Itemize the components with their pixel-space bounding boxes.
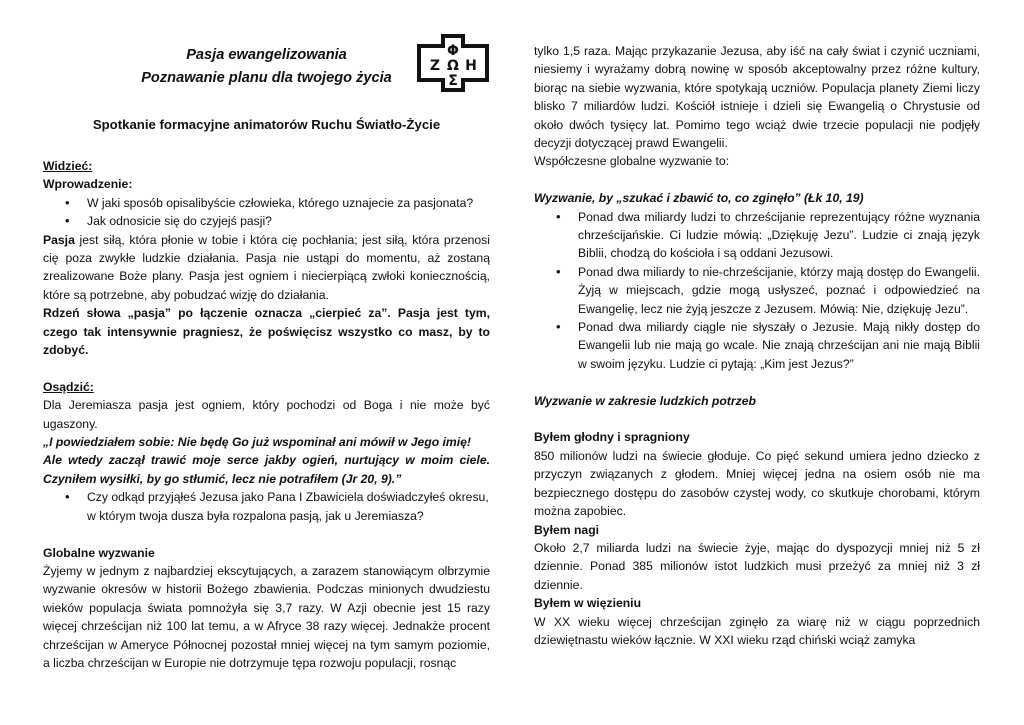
- prison-heading: Byłem w więzieniu: [534, 596, 642, 611]
- hungry-heading: Byłem głodny i spragniony: [534, 430, 690, 445]
- subtitle: Spotkanie formacyjne animatorów Ruchu Światło-Życie: [92, 117, 441, 132]
- widziec-heading: Widzieć:: [43, 159, 93, 173]
- list-item: • Czy odkąd przyjąłeś Jezusa jako Pana I Zbawiciela doświadczyłeś okresu, w którym twoja dusza była rozpalona pasją, jak u Jeremiasza?: [43, 488, 490, 525]
- quote-line-2: Ale wtedy zaczął trawić moje serce jakby ogień, nurtujący w moim ciele. Czyniłem wysiłki, by go stłumić, lecz nie potrafiłem (Jr 20, 9).”: [43, 453, 490, 486]
- page-title-line1: Pasja ewangelizowania: [186, 47, 347, 63]
- list-item: • W jaki sposób opisalibyście człowieka, którego uznajecie za pasjonata?: [43, 194, 490, 212]
- right-column: [534, 42, 980, 649]
- pasja-bold-paragraph: Rdzeń słowa „pasja” po łączenie oznacza „cierpieć za”. Pasja jest tym, czego tak intensywnie pragniesz, że poświęcisz wszystko co masz, by to zdobyć.: [43, 306, 490, 358]
- quote-line-1: „I powiedziałem sobie: Nie będę Go już wspominał ani mówił w Jego imię!: [43, 435, 471, 450]
- svg-text:Ω: Ω: [447, 58, 459, 74]
- naked-heading: Byłem nagi: [534, 522, 600, 537]
- needs-heading: Wyzwanie w zakresie ludzkich potrzeb: [534, 393, 756, 408]
- pasja-paragraph: [43, 231, 490, 305]
- phos-zoe-logo-icon: [413, 30, 493, 96]
- hungry-paragraph: 850 milionów ludzi na świecie głoduje. Co pięć sekund umiera jedno dziecko z przyczyn związanych z głodem. Mniej więcej jedna na osiem osób nie ma bezpiecznego dostępu do zasobów czystej wody, co skutkuje chorobami, którym można zapobiec.: [534, 448, 980, 519]
- pasja-word: Pasja: [43, 232, 75, 247]
- jeremiasz-paragraph: Dla Jeremiasza pasja jest ogniem, który pochodzi od Boga i nie może być ugaszony.: [43, 398, 490, 431]
- list-item: • Ponad dwa miliardy ludzi to chrześcijanie reprezentujący różne wyznania chrześcijańskie. Ci ludzie mówią: „Dziękuję Jezu”. Ludzie ci znają język Biblii, chodzą do kościoła i są oddani Jezusowi.: [534, 208, 980, 263]
- list-item: • Ponad dwa miliardy to nie-chrześcijanie, którzy mają dostęp do Ewangelii. Żyją w miejscach, gdzie mogą usłyszeć, poznać i odpowiedzieć na Ewangelię, lecz nie żyją jeszcze z Jezusem. Mówią: Nie, dziękuję Jezu”.: [534, 263, 980, 318]
- svg-text:Σ: Σ: [448, 73, 458, 89]
- global-paragraph: Żyjemy w jednym z najbardziej ekscytujących, a zarazem stanowiącym olbrzymie wyzwanie okresów w historii Bożego zbawienia. Podczas minionych dwudziestu wieków populacja świata pomnożyła się 3,7 razy. W Azji obecnie jest 15 razy więcej chrześcijan niż 100 lat temu, a w Afryce 38 razy więcej. Jednakże procent chrześcijan w Ameryce Północnej pozostał mniej więcej na tym samym poziomie, a liczba chrześcijan w Europie nie dotrzymuje tępa rozwoju populacji, rosnąc: [43, 563, 490, 670]
- svg-text:Φ: Φ: [447, 43, 459, 59]
- global-heading: Globalne wyzwanie: [43, 545, 155, 560]
- wyzwanie-heading: Wyzwanie, by „szukać i zbawić to, co zginęło” (Łk 10, 19): [534, 191, 864, 206]
- wyzwanie-bullet-list: [534, 208, 980, 374]
- osadzic-heading: Osądzić:: [43, 379, 94, 394]
- prison-paragraph: W XX wieku więcej chrześcijan zginęło za wiarę niż w ciągu poprzednich dziewiętnastu wieków łącznie. W XXI wieku rząd chiński wciąż zamyka: [534, 614, 980, 647]
- list-item: • Ponad dwa miliardy ciągle nie słyszały o Jezusie. Mają nikły dostęp do Ewangelii lub nie mają go wcale. Nie znają chrześcijan ani nie mają Biblii w swoim języku. Ludzie ci pytają: „Kim jest Jezus?”: [534, 318, 980, 373]
- pasja-text: jest siłą, która płonie w tobie i która cię pochłania; jest siłą, która przenosi cię poza zwykłe ludzkie działania. Pasja nie ustąpi do momentu, aż zostaną zrealizowane Boże plany. Pasja jest ogniem i niecierpiącą zwłoki koniecznością, które są potrzebne, aby pobudzać wizję do działania.: [43, 232, 490, 302]
- list-item: • Jak odnosicie się do czyjejś pasji?: [43, 212, 490, 230]
- left-column: [43, 157, 490, 672]
- continuation-line: Współczesne globalne wyzwanie to:: [534, 154, 730, 169]
- osadzic-bullet-list: [43, 488, 490, 525]
- continuation-paragraph: tylko 1,5 raza. Mając przykazanie Jezusa, aby iść na cały świat i czynić uczniami, niesiemy i wyrażamy dobrą nowinę w sposób akceptowalny przez różne kultury, biorąc na siebie wyzwania, które spotykają uczniów. Populacja planety Ziemi liczy blisko 7 miliardów ludzi. Kościół istnieje i dzieli się Ewangelią o Chrystusie od około dwóch tysięcy lat. Pomimo tego wciąż dwie trzecie populacji nie podjęły decyzji dotyczącej prawd Ewangelii.: [534, 44, 980, 151]
- svg-text:Η: Η: [465, 58, 477, 74]
- page-title-line2: Poznawanie planu dla twojego życia: [141, 69, 392, 86]
- naked-paragraph: Około 2,7 miliarda ludzi na świecie żyje, mając do dyspozycji mniej niż 5 zł dziennie. Ponad 385 milionów istot ludzkich musi przeżyć za mniej niż 3 zł dziennie.: [534, 540, 980, 592]
- svg-text:Ζ: Ζ: [429, 58, 441, 74]
- intro-heading: Wprowadzenie:: [43, 177, 133, 192]
- intro-bullet-list: [43, 194, 490, 231]
